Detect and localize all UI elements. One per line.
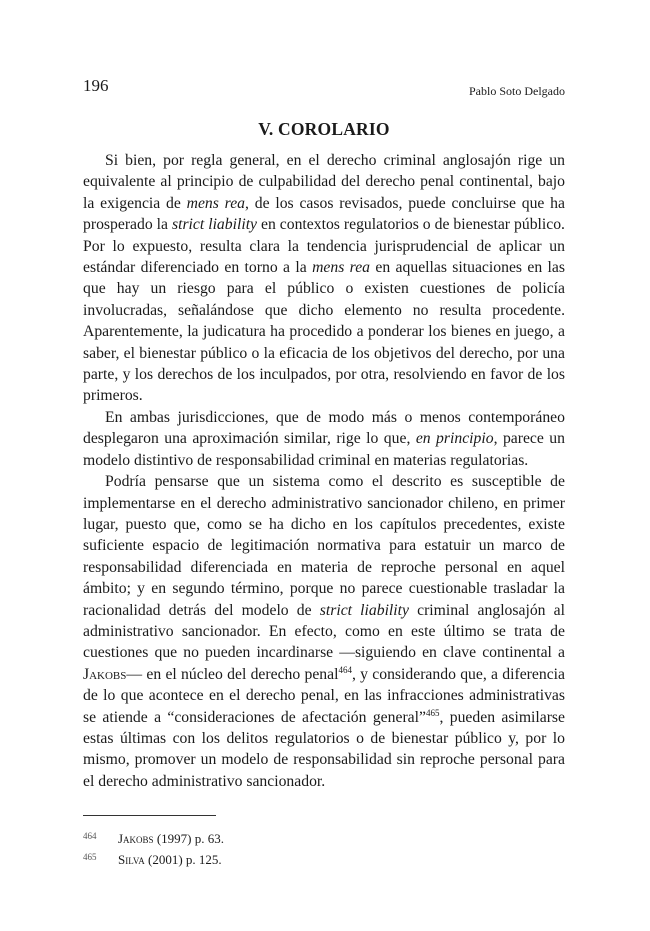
text-run: — en el núcleo del derecho penal	[126, 665, 339, 683]
text-run: criminal anglosajón al administrativo sancionador. En efecto, como en este último se trata de cuestiones que no pueden incardinarse —siguiendo en clave continental a	[83, 601, 565, 662]
italic-term: en principio	[415, 430, 494, 448]
italic-term: strict liability	[319, 601, 409, 619]
footnote	[83, 827, 224, 848]
footnote-author: Jakobs	[118, 831, 154, 846]
text-run: en aquellas situaciones en las que hay un riesgo para el público o existen cuestiones de policía involucradas, señalándose que dicho elemento no resulta procedente. Aparentemente, la judicatura ha procedido a ponderar los bienes en juego, a saber, el bienestar público o la eficacia de los objetivos del derecho, por una parte, y los derechos de los inculpados, por otra, resolviendo en favor de los primeros.	[83, 259, 565, 405]
text-run: , parece un modelo distintivo de responsabilidad criminal en materias regulatorias.	[83, 430, 565, 469]
footnote-ref[interactable]: 465	[425, 707, 440, 718]
text-run: En ambas jurisdicciones, que de modo más o menos contemporáneo desplegaron una aproximación similar, rige lo que,	[83, 408, 565, 448]
footnote-number: 464	[83, 831, 97, 841]
italic-term: mens rea	[186, 194, 246, 212]
paragraph-2	[83, 407, 565, 471]
text-run: , pueden asimilarse estas últimas con los delitos regulatorios o de bienestar público y, por lo mismo, promover un modelo de responsabilidad sin reproche personal para el derecho administrativo sancionador.	[83, 708, 565, 790]
author-name: Jakobs	[83, 665, 127, 683]
body-text	[83, 150, 565, 792]
footnote-citation: (1997) p. 63.	[153, 831, 224, 846]
text-run: Podría pensarse que un sistema como el descrito es susceptible de implementarse en el derecho administrativo sancionador chileno, en primer lugar, puesto que, como se ha dicho en los capítulos precedentes, existe suficiente espacio de legitimación normativa para estatuir un marco de responsabilidad diferenciada en materia de reproche personal en aquel ámbito; y en segundo término, porque no parece cuestionable trasladar la racionalidad detrás del modelo de	[83, 473, 565, 619]
italic-term: strict liability	[171, 216, 258, 234]
page-number: 196	[83, 76, 109, 95]
footnotes	[83, 827, 224, 869]
footnote-number: 465	[83, 852, 97, 862]
footnote	[83, 848, 224, 869]
footnote-author: Silva	[118, 852, 145, 867]
running-header: Pablo Soto Delgado	[469, 84, 565, 98]
paragraph-1	[83, 150, 565, 407]
text-run: Si bien, por regla general, en el derecho criminal anglosajón rige un equivalente al principio de culpabilidad del derecho penal continental, bajo la exigencia de	[83, 152, 565, 212]
paragraph-3	[83, 471, 565, 792]
footnote-citation: (2001) p. 125.	[144, 852, 222, 867]
footnote-ref[interactable]: 464	[338, 664, 352, 675]
footnote-divider	[83, 815, 216, 816]
italic-term: mens rea	[312, 259, 370, 277]
section-title: V. COROLARIO	[258, 119, 390, 139]
text-run: en contextos regulatorios o de bienestar público. Por lo expuesto, resulta clara la tendencia jurisprudencial de aplicar un estándar diferenciado en torno a la	[83, 216, 565, 277]
text-run: , y considerando que, a diferencia de lo que acontece en el derecho penal, en las infracciones administrativas se atiende a “consideraciones de afectación general”	[83, 665, 565, 726]
text-run: , de los casos revisados, puede concluirse que ha prosperado la	[83, 194, 565, 234]
